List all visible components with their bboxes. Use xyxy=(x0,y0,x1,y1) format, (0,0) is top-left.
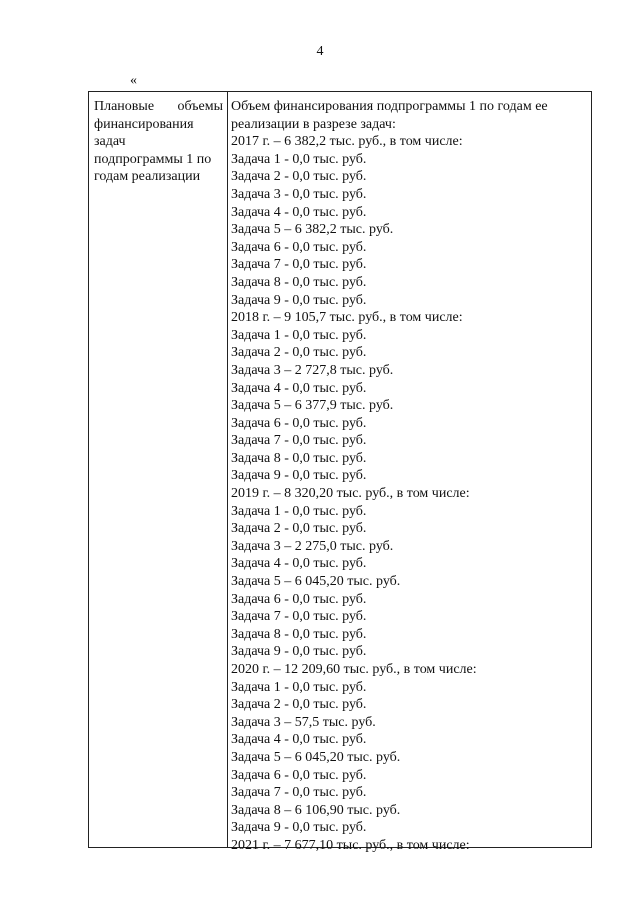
financing-line: реализации в разрезе задач: xyxy=(231,116,396,132)
financing-line: 2018 г. – 9 105,7 тыс. руб., в том числе: xyxy=(231,310,463,326)
financing-line: Задача 4 - 0,0 тыс. руб. xyxy=(231,380,367,396)
financing-line: Задача 5 – 6 045,20 тыс. руб. xyxy=(231,574,401,590)
financing-line: Задача 8 - 0,0 тыс. руб. xyxy=(231,450,367,466)
financing-line: Задача 7 - 0,0 тыс. руб. xyxy=(231,785,367,801)
financing-line: Задача 3 – 2 275,0 тыс. руб. xyxy=(231,538,394,554)
financing-line: Задача 4 - 0,0 тыс. руб. xyxy=(231,732,367,748)
row-label-line-3: задач xyxy=(94,134,126,150)
financing-line: Задача 5 – 6 045,20 тыс. руб. xyxy=(231,749,401,765)
row-label-cell xyxy=(94,98,223,186)
financing-line: Задача 1 - 0,0 тыс. руб. xyxy=(231,679,367,695)
financing-line: Задача 3 – 57,5 тыс. руб. xyxy=(231,714,376,730)
page-number: 4 xyxy=(316,44,324,59)
financing-line: Задача 8 – 6 106,90 тыс. руб. xyxy=(231,802,401,818)
financing-line: Задача 6 - 0,0 тыс. руб. xyxy=(231,415,367,431)
financing-line: Задача 9 - 0,0 тыс. руб. xyxy=(231,820,367,836)
financing-line: 2021 г. – 7 677,10 тыс. руб., в том числе: xyxy=(231,837,470,853)
financing-details-cell xyxy=(231,98,589,855)
financing-line: Задача 5 – 6 382,2 тыс. руб. xyxy=(231,222,394,238)
financing-line: Задача 1 - 0,0 тыс. руб. xyxy=(231,503,367,519)
financing-line: Задача 9 - 0,0 тыс. руб. xyxy=(231,644,367,660)
row-label-line-1 xyxy=(94,98,223,116)
financing-line: Задача 4 - 0,0 тыс. руб. xyxy=(231,556,367,572)
row-label-word: Плановые xyxy=(94,99,155,114)
financing-line: Задача 1 - 0,0 тыс. руб. xyxy=(231,151,367,167)
financing-line: Задача 9 - 0,0 тыс. руб. xyxy=(231,292,367,308)
financing-line: Задача 3 – 2 727,8 тыс. руб. xyxy=(231,362,394,378)
financing-line: 2020 г. – 12 209,60 тыс. руб., в том числе: xyxy=(231,662,477,677)
financing-line: Задача 7 - 0,0 тыс. руб. xyxy=(231,433,367,449)
financing-line: Задача 8 - 0,0 тыс. руб. xyxy=(231,274,367,290)
open-quote-mark: « xyxy=(130,73,137,88)
financing-line: Задача 4 - 0,0 тыс. руб. xyxy=(231,204,367,220)
financing-line: 2017 г. – 6 382,2 тыс. руб., в том числе: xyxy=(231,134,463,150)
financing-line: Задача 8 - 0,0 тыс. руб. xyxy=(231,626,367,642)
financing-line: Задача 2 - 0,0 тыс. руб. xyxy=(231,345,367,361)
financing-line: Задача 1 - 0,0 тыс. руб. xyxy=(231,327,367,343)
row-label-word: объемы xyxy=(177,99,223,114)
financing-table xyxy=(88,91,592,853)
financing-line: Задача 9 - 0,0 тыс. руб. xyxy=(231,468,367,484)
financing-line: Объем финансирования подпрограммы 1 по годам ее xyxy=(231,99,548,114)
row-label-line-5: годам реализации xyxy=(94,169,201,185)
financing-line: Задача 7 - 0,0 тыс. руб. xyxy=(231,609,367,625)
column-divider xyxy=(227,92,228,847)
financing-line: 2019 г. – 8 320,20 тыс. руб., в том числе: xyxy=(231,486,470,502)
financing-line: Задача 6 - 0,0 тыс. руб. xyxy=(231,239,367,255)
financing-line: Задача 7 - 0,0 тыс. руб. xyxy=(231,257,367,273)
row-label-line-4: подпрограммы 1 по xyxy=(94,151,212,167)
financing-line: Задача 6 - 0,0 тыс. руб. xyxy=(231,591,367,607)
financing-line: Задача 2 - 0,0 тыс. руб. xyxy=(231,697,367,713)
financing-line: Задача 2 - 0,0 тыс. руб. xyxy=(231,169,367,185)
financing-line: Задача 5 – 6 377,9 тыс. руб. xyxy=(231,398,394,414)
financing-line: Задача 3 - 0,0 тыс. руб. xyxy=(231,186,367,202)
financing-line: Задача 6 - 0,0 тыс. руб. xyxy=(231,767,367,783)
financing-line: Задача 2 - 0,0 тыс. руб. xyxy=(231,521,367,537)
row-label-line-2: финансирования xyxy=(94,116,194,132)
